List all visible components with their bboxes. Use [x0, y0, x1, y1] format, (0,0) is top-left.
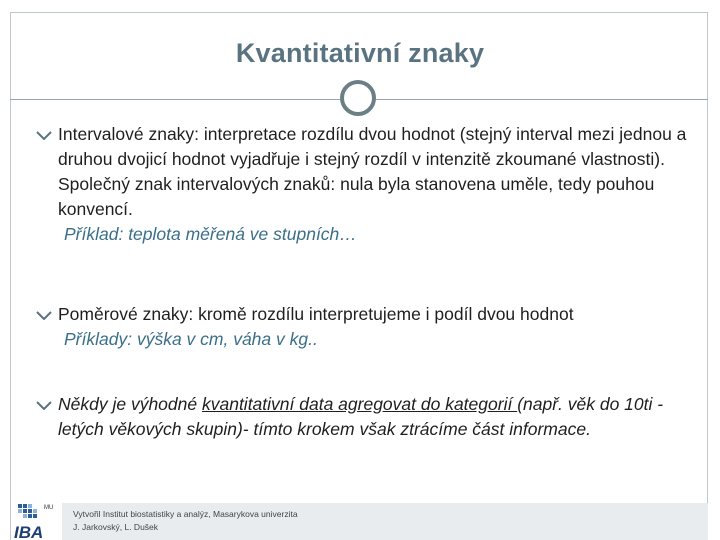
bullet-example: Příklady: výška v cm, váha v kg.. [64, 329, 318, 349]
bullet-term: Poměrové znaky: [58, 304, 194, 324]
footer-credits [73, 508, 298, 534]
bullet-text-underlined: kvantitativní data agregovat do kategorií [201, 394, 518, 414]
bullet-text: interpretace rozdílu dvou hodnot (stejný interval mezi jednou a druhou dvojicí hodnot vyjadřuje i stejný rozdíl v intenzitě zkoumané vlastnosti). Společný znak intervalových znaků: nula byla stanovena uměle, tedy pouhou konvencí. [58, 124, 687, 219]
bullet-text: kromě rozdílu interpretujeme i podíl dvou hodnot [193, 304, 574, 324]
bullet-example: Příklad: teplota měřená ve stupních… [64, 224, 357, 244]
logo-top-text: MU [44, 505, 54, 511]
divider-ring [340, 80, 376, 116]
footer-line-2: J. Jarkovský, L. Dušek [73, 522, 159, 532]
logo-main-text: IBA [14, 523, 44, 540]
bullet-intervalove [36, 122, 696, 302]
slide-content [36, 122, 696, 442]
bullet-term: Intervalové znaky: [58, 124, 200, 144]
bullet-arrow-icon [36, 401, 52, 410]
bullet-text-pre: Někdy je výhodné [58, 394, 202, 414]
bullet-text-post: (např. věk do 10ti -letých věkových skupin)- tímto krokem však ztrácíme část informace. [58, 394, 664, 439]
iba-logo [12, 502, 56, 540]
footer-line-1: Vytvořil Institut biostatistiky a analýz, Masarykova univerzita [73, 509, 298, 519]
slide-title: Kvantitativní znaky [235, 38, 485, 68]
bullet-pomerove [36, 302, 696, 392]
bullet-agregace [36, 392, 696, 442]
bullet-arrow-icon [36, 311, 52, 320]
bullet-arrow-icon [36, 131, 52, 140]
